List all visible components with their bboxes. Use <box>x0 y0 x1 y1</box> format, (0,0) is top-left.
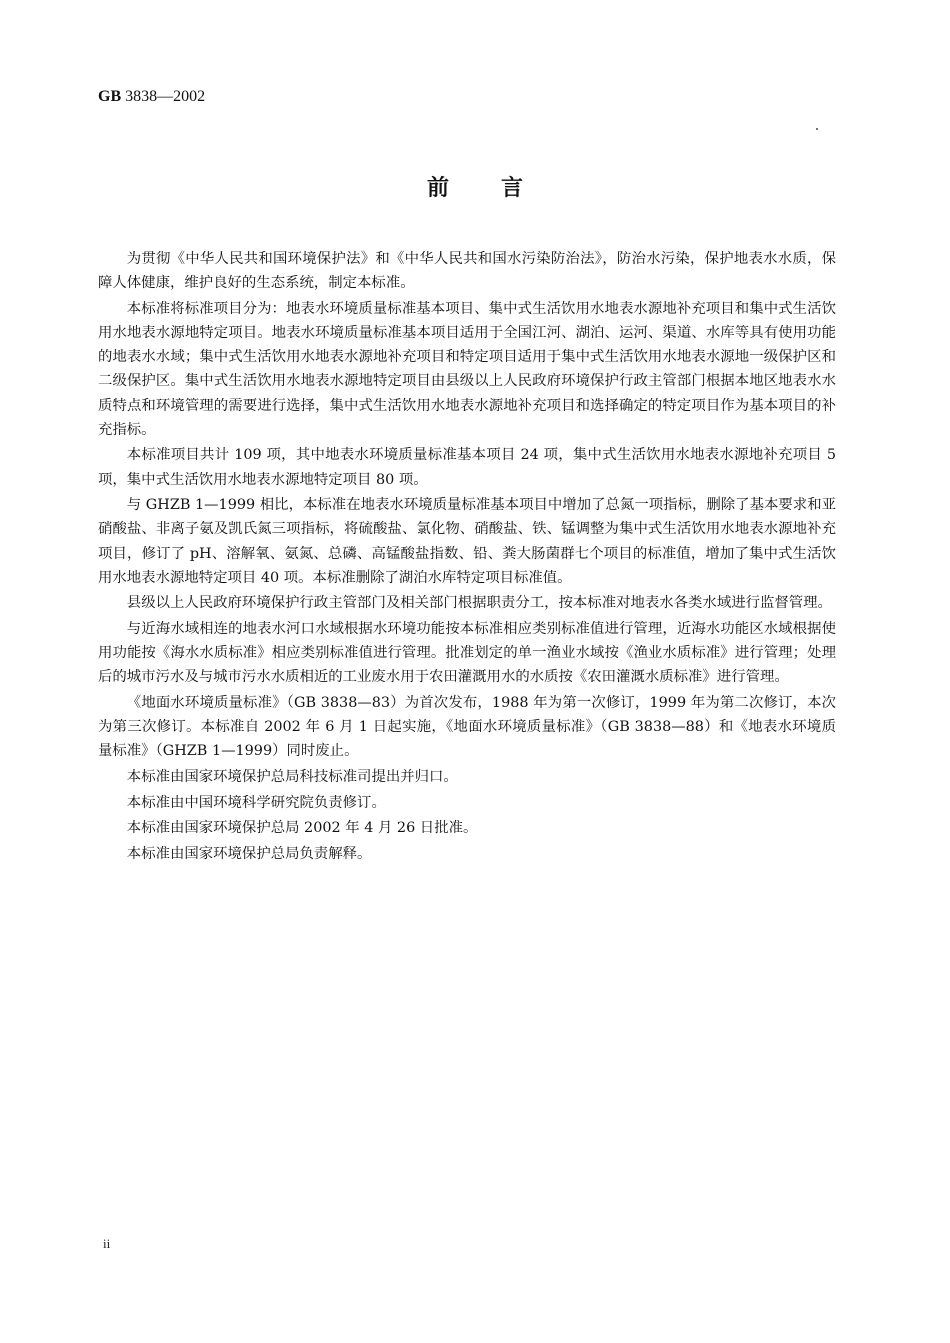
paragraph: 县级以上人民政府环境保护行政主管部门及相关部门根据职责分工，按本标准对地表水各类水域进行监督管理。 <box>126 595 832 612</box>
paragraph: 与近海水域相连的地表水河口水域根据水环境功能按本标准相应类别标准值进行管理，近海水功能区水域根据使用功能按《海水水质标准》相应类别标准值进行管理。批准划定的单一渔业水域按《渔业水质标准》进行管理；处理后的城市污水及与城市污水水质相近的工业废水用于农田灌溉用水的水质按《农田灌溉水质标准》进行管理。 <box>98 621 836 686</box>
page-number: ii <box>103 1236 111 1251</box>
paragraph: 本标准由中国环境科学研究院负责修订。 <box>126 794 386 811</box>
paragraph: 本标准由国家环境保护总局 2002 年 4 月 26 日批准。 <box>126 820 478 837</box>
paragraph: 本标准由国家环境保护总局负责解释。 <box>126 845 372 862</box>
standard-prefix: GB <box>98 88 122 105</box>
standard-code <box>98 88 205 106</box>
foreword-body <box>98 247 836 867</box>
paragraph: 本标准由国家环境保护总局科技标准司提出并归口。 <box>126 769 458 785</box>
standard-number: 3838—2002 <box>125 88 206 105</box>
paragraph: 《地面水环境质量标准》（GB 3838—83）为首次发布，1988 年为第一次修订，1999 年为第二次修订，本次为第三次修订。本标准自 2002 年 6 月 1 日起实施，《地面水环境质量标准》（GB 3838—88）和《地表水环境质量标准》（GHZB 1—1999）同时废止。 <box>98 695 836 760</box>
paragraph: 与 GHZB 1—1999 相比，本标准在地表水环境质量标准基本项目中增加了总氮一项指标，删除了基本要求和亚硝酸盐、非离子氨及凯氏氮三项指标，将硫酸盐、氯化物、硝酸盐、铁、锰调整为集中式生活饮用水地表水源地补充项目，修订了 pH、溶解氧、氨氮、总磷、高锰酸盐指数、铅、粪大肠菌群七个项目的标准值，增加了集中式生活饮用水地表水源地特定项目 40 项。本标准删除了湖泊水库特定项目标准值。 <box>98 497 836 586</box>
scan-speck <box>816 128 818 130</box>
page-title: 前言 <box>426 175 575 201</box>
paragraph: 本标准将标准项目分为：地表水环境质量标准基本项目、集中式生活饮用水地表水源地补充项目和集中式生活饮用水地表水源地特定项目。地表水环境质量标准基本项目适用于全国江河、湖泊、运河、渠道、水库等具有使用功能的地表水水域；集中式生活饮用水地表水源地补充项目和特定项目适用于集中式生活饮用水地表水源地一级保护区和二级保护区。集中式生活饮用水地表水源地特定项目由县级以上人民政府环境保护行政主管部门根据本地区地表水水质特点和环境管理的需要进行选择，集中式生活饮用水地表水源地补充项目和选择确定的特定项目作为基本项目的补充指标。 <box>98 300 836 438</box>
paragraph: 为贯彻《中华人民共和国环境保护法》和《中华人民共和国水污染防治法》，防治水污染，保护地表水水质，保障人体健康，维护良好的生态系统，制定本标准。 <box>98 251 836 292</box>
paragraph: 本标准项目共计 109 项，其中地表水环境质量标准基本项目 24 项，集中式生活饮用水地表水源地补充项目 5 项，集中式生活饮用水地表水源地特定项目 80 项。 <box>98 447 836 488</box>
